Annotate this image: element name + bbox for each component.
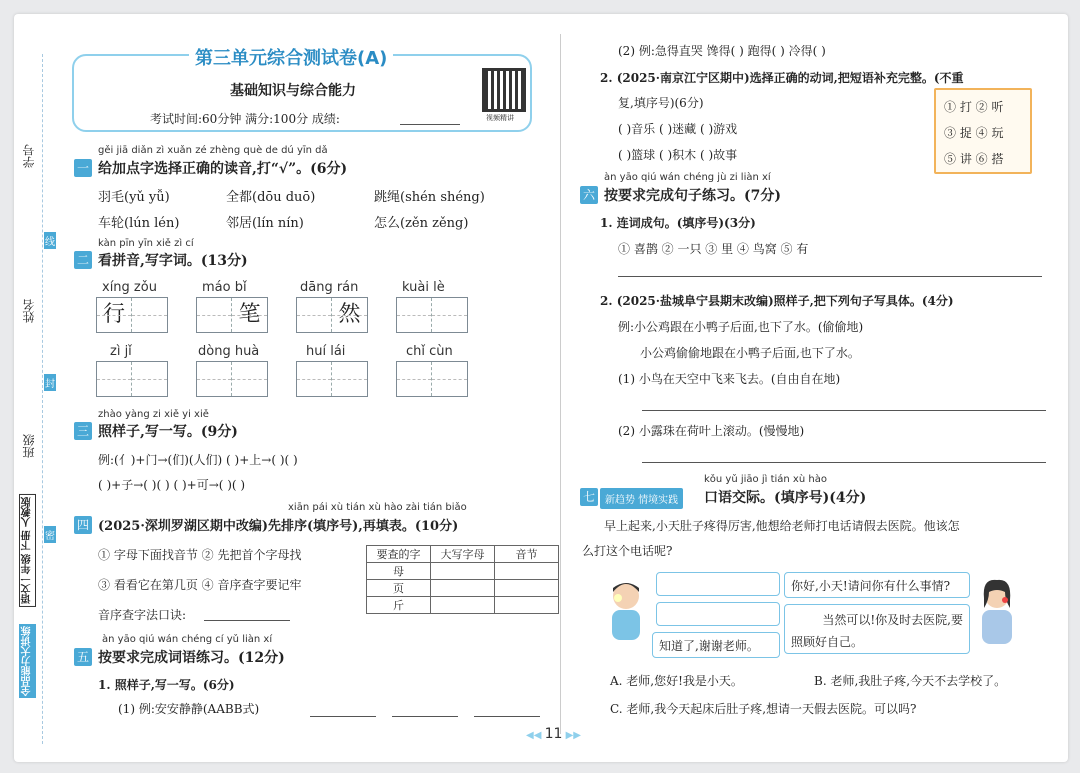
s5-title: 按要求完成词语练习。(12分) <box>98 650 285 666</box>
page-subtitle: 基础知识与综合能力 <box>230 83 356 99</box>
char-grid[interactable] <box>396 297 468 333</box>
s7-title: 口语交际。(填序号)(4分) <box>704 490 867 506</box>
s3-line: 例:(亻)+门→(们)(人们) ( )+上→( )( ) <box>98 453 298 467</box>
dialog-text: 照顾好自己。 <box>791 635 864 649</box>
qr-code-icon[interactable] <box>482 68 526 112</box>
s1-pinyin: gěi jiā diǎn zì xuǎn zé zhèng què de dú yīn dǎ <box>98 145 328 156</box>
grid-pinyin: huí lái <box>306 344 346 359</box>
answer-line[interactable] <box>642 410 1046 411</box>
dialog-text: 当然可以!你及时去医院,要 <box>822 613 963 627</box>
exam-sheet <box>14 14 1068 762</box>
grid-pinyin: zì jǐ <box>110 344 132 359</box>
s4-pinyin: xiān pái xù tián xù hào zài tián biǎo <box>288 502 467 513</box>
char-grid[interactable] <box>96 361 168 397</box>
table-cell: 母 <box>367 563 431 580</box>
page-number-text: 11 <box>544 726 563 742</box>
s5-q2-row: ( )音乐 ( )迷藏 ( )游戏 <box>618 122 738 136</box>
s7-number: 七 <box>580 488 598 506</box>
qr-caption: 视频精讲 <box>486 114 514 122</box>
s1-item: 全都(dōu duō) <box>226 190 316 205</box>
s1-item: 车轮(lún lén) <box>98 216 180 231</box>
s1-number: 一 <box>74 159 92 177</box>
s6-pinyin: àn yāo qiú wán chéng jù zi liàn xí <box>604 172 771 183</box>
s5-q1-2: (2) 例:急得直哭 馋得( ) 跑得( ) 冷得( ) <box>618 44 826 58</box>
answer-line[interactable] <box>474 716 540 717</box>
option-c: C. 老师,我今天起床后肚子疼,想请一天假去医院。可以吗? <box>610 702 917 716</box>
s4-option: ③ 看看它在第几页 ④ 音序查字要记牢 <box>98 578 302 592</box>
word-bank-row: ① 打 ② 听 <box>944 100 1004 114</box>
s4-option: ① 字母下面找音节 ② 先把首个字母找 <box>98 548 302 562</box>
s6-words: ① 喜鹊 ② 一只 ③ 里 ④ 鸟窝 ⑤ 有 <box>618 242 809 256</box>
page-title: 第三单元综合测试卷(A) <box>189 44 393 70</box>
s4-title: (2025·深圳罗湖区期中改编)先排序(填序号),再填表。(10分) <box>98 519 459 534</box>
s6-sentence: (1) 小鸟在天空中飞来飞去。(自由自在地) <box>618 372 841 386</box>
s3-title: 照样子,写一写。(9分) <box>98 424 238 440</box>
prev-arrow-icon: ◀◀ <box>526 730 545 741</box>
s7-paragraph: 么打这个电话呢? <box>582 544 673 558</box>
s3-pinyin: zhào yàng zi xiě yi xiě <box>98 409 209 420</box>
table-cell: 页 <box>367 580 431 597</box>
seal-mark: 封 <box>44 374 56 391</box>
s5-pinyin: àn yāo qiú wán chéng cí yǔ liàn xí <box>102 634 273 645</box>
score-line <box>400 124 460 125</box>
grid-pinyin: máo bǐ <box>202 280 247 295</box>
binding-line <box>42 54 43 744</box>
grid-pinyin: dòng huà <box>198 344 260 359</box>
s1-item: 跳绳(shén shéng) <box>374 190 485 205</box>
s2-title: 看拼音,写字词。(13分) <box>98 253 248 269</box>
grid-pinyin: chǐ cùn <box>406 344 453 359</box>
option-b: B. 老师,我肚子疼,今天不去学校了。 <box>814 674 1007 688</box>
s5-q2-cont: 复,填序号)(6分) <box>618 96 704 110</box>
s6-q1: 1. 连词成句。(填序号)(3分) <box>600 216 756 230</box>
dialog-bubble: 你好,小天!请问你有什么事情? <box>784 572 970 598</box>
table-header: 音节 <box>495 546 559 563</box>
s1-title: 给加点字选择正确的读音,打“√”。(6分) <box>98 161 348 177</box>
answer-line[interactable] <box>204 620 290 621</box>
dialog-bubble <box>784 604 970 654</box>
s5-q1-example: (1) 例:安安静静(AABB式) <box>118 702 260 716</box>
answer-line[interactable] <box>310 716 376 717</box>
word-bank-row: ③ 捉 ④ 玩 <box>944 126 1004 140</box>
s3-number: 三 <box>74 422 92 440</box>
page-number <box>526 726 581 742</box>
grid-pinyin: xíng zǒu <box>102 280 157 295</box>
s6-title: 按要求完成句子练习。(7分) <box>604 188 781 204</box>
brand-label: 全品能力大讲练 <box>19 624 36 698</box>
s6-example: 例:小公鸡跟在小鸭子后面,也下了水。(偷偷地) <box>618 320 864 334</box>
student-id-label: 学号 <box>22 144 36 168</box>
s5-q1: 1. 照样子,写一写。(6分) <box>98 678 235 692</box>
s4-option: 音序查字法口诀: <box>98 608 187 622</box>
s7-pinyin: kǒu yǔ jiāo jì tián xù hào <box>704 474 827 485</box>
s3-line: ( )+子→( )( ) ( )+可→( )( ) <box>98 478 246 492</box>
name-label: 姓名 <box>22 299 36 323</box>
char-grid[interactable] <box>196 361 268 397</box>
answer-line[interactable] <box>642 462 1046 463</box>
lookup-table <box>366 545 559 614</box>
seal-mark: 密 <box>44 526 56 543</box>
s6-q2: 2. (2025·盐城阜宁县期末改编)照样子,把下列句子写具体。(4分) <box>600 294 954 308</box>
char-grid[interactable]: 笔 <box>196 297 268 333</box>
grid-pinyin: dāng rán <box>300 280 359 295</box>
s1-item: 怎么(zěn zěng) <box>374 216 469 231</box>
seal-mark: 线 <box>44 232 56 249</box>
s2-number: 二 <box>74 251 92 269</box>
s5-number: 五 <box>74 648 92 666</box>
answer-line[interactable] <box>618 276 1042 277</box>
s7-tag: 新趋势 情境实践 <box>600 488 683 509</box>
s7-paragraph: 早上起来,小天肚子疼得厉害,他想给老师打电话请假去医院。他该怎 <box>604 519 960 533</box>
answer-bubble[interactable] <box>656 572 780 596</box>
table-header: 大写字母 <box>431 546 495 563</box>
option-a: A. 老师,您好!我是小天。 <box>610 674 743 688</box>
s1-item: 邻居(lín nín) <box>226 216 304 231</box>
char-grid[interactable]: 然 <box>296 297 368 333</box>
char-grid[interactable]: 行 <box>96 297 168 333</box>
answer-bubble[interactable] <box>656 602 780 626</box>
s4-number: 四 <box>74 516 92 534</box>
next-arrow-icon: ▶▶ <box>562 730 581 741</box>
class-label: 班级 <box>22 434 36 458</box>
s1-item: 羽毛(yǔ yǚ) <box>98 190 170 205</box>
s5-q2-row: ( )篮球 ( )积木 ( )故事 <box>618 148 738 162</box>
answer-line[interactable] <box>392 716 458 717</box>
s2-pinyin: kàn pīn yīn xiě zì cí <box>98 238 194 249</box>
s6-example: 小公鸡偷偷地跟在小鸭子后面,也下了水。 <box>640 346 860 360</box>
exam-info: 考试时间:60分钟 满分:100分 成绩: <box>150 112 340 126</box>
teacher-illustration <box>972 578 1022 648</box>
char-grid[interactable] <box>296 361 368 397</box>
grid-pinyin: kuài lè <box>402 280 445 295</box>
boy-illustration <box>604 578 650 644</box>
center-divider <box>560 34 561 734</box>
s6-sentence: (2) 小露珠在荷叶上滚动。(慢慢地) <box>618 424 805 438</box>
table-cell: 斤 <box>367 597 431 614</box>
word-bank-row: ⑤ 讲 ⑥ 搭 <box>944 152 1004 166</box>
s6-number: 六 <box>580 186 598 204</box>
table-header: 要查的字 <box>367 546 431 563</box>
book-info: 语文一年级 下册 人教版 <box>19 494 36 607</box>
s5-q2: 2. (2025·南京江宁区期中)选择正确的动词,把短语补充完整。(不重 <box>600 71 964 85</box>
char-grid[interactable] <box>396 361 468 397</box>
dialog-bubble: 知道了,谢谢老师。 <box>652 632 780 658</box>
